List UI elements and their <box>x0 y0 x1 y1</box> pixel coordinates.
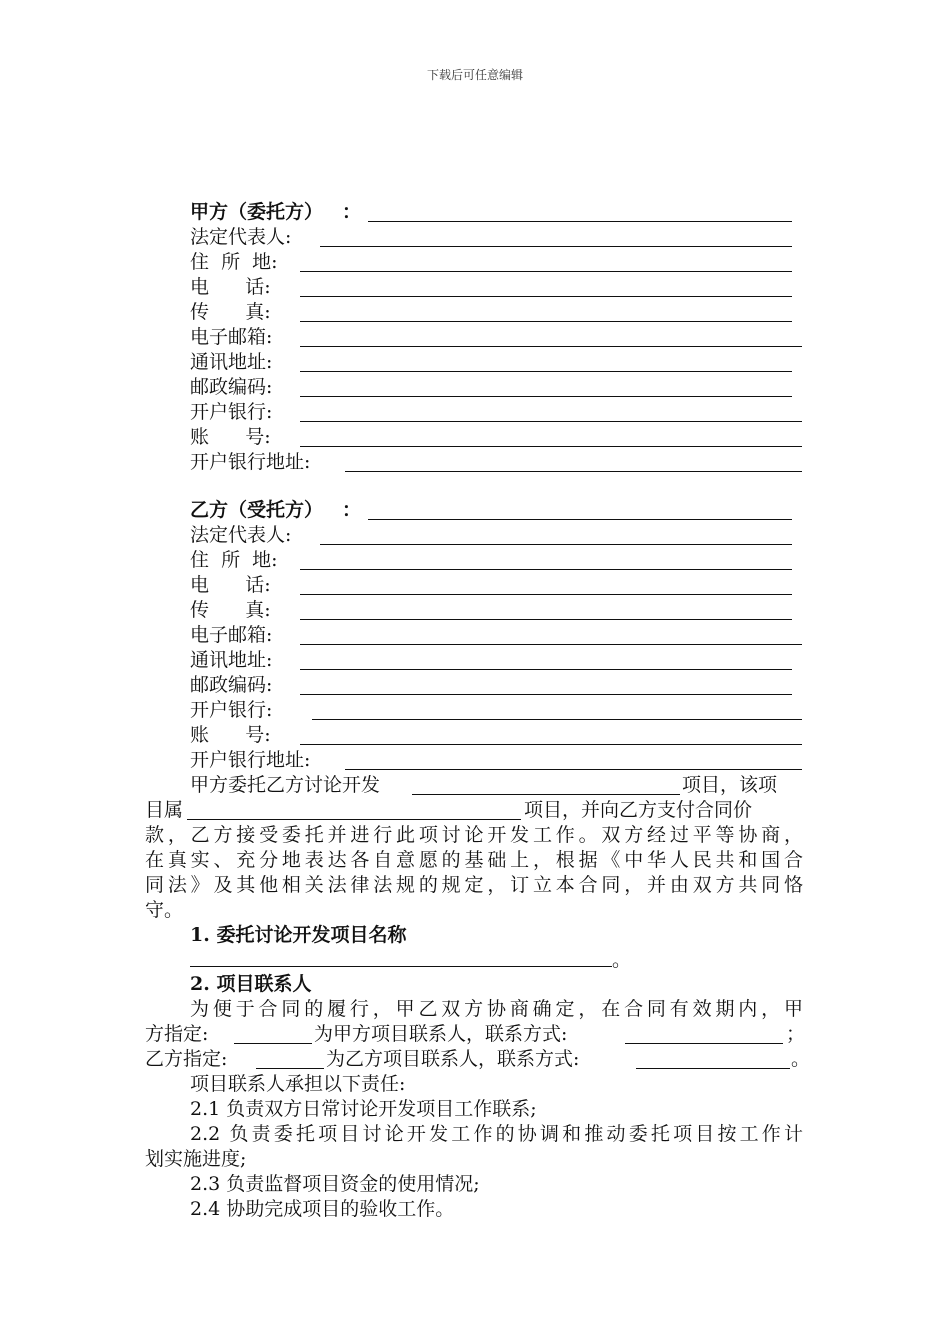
party-b-postcode-field[interactable] <box>300 673 792 695</box>
party-a-postcode-field[interactable] <box>300 375 792 397</box>
party-b-bank-address-label: 开户银行地址: <box>190 749 311 771</box>
preamble-line-1 <box>190 773 380 798</box>
section-2-line-2b: 为甲方项目联系人，联系方式: <box>314 1023 568 1045</box>
section-1-project-name-blank[interactable] <box>190 946 612 967</box>
party-a-account-field[interactable] <box>300 425 802 447</box>
party-b-postcode-label: 邮政编码: <box>190 674 273 696</box>
party-a-fax-field[interactable] <box>300 300 792 322</box>
section-1-title: 1. 委托讨论开发项目名称 <box>190 924 407 946</box>
party-a-address-label: 住 所 地: <box>190 251 278 273</box>
section-2-line-1: 为便于合同的履行，甲乙双方协商确定，在合同有效期内，甲 <box>190 998 803 1020</box>
section-2-line-3a: 乙方指定: <box>145 1048 228 1070</box>
party-a-email-field[interactable] <box>300 325 802 347</box>
party-b-contact-method-blank[interactable] <box>636 1048 790 1069</box>
section-2-item-4: 2.4 协助完成项目的验收工作。 <box>190 1198 455 1220</box>
party-b-mail-address-label: 通讯地址: <box>190 649 273 671</box>
party-a-email-label: 电子邮箱: <box>190 326 273 348</box>
party-b-name-field[interactable] <box>368 498 792 520</box>
party-a-phone-field[interactable] <box>300 275 792 297</box>
preamble-line-4: 在真实、充分地表达各自意愿的基础上，根据《中华人民共和国合 <box>145 849 803 871</box>
preamble-line-5: 同法》及其他相关法律法规的规定，订立本合同，并由双方共同恪 <box>145 874 803 896</box>
party-b-fax-label: 传 真: <box>190 599 271 621</box>
party-b-contact-name-blank[interactable] <box>256 1048 324 1069</box>
party-b-phone-field[interactable] <box>300 573 792 595</box>
party-b-email-label: 电子邮箱: <box>190 624 273 646</box>
section-2-line-2-end: ； <box>786 1023 806 1045</box>
section-2-item-1: 2.1 负责双方日常讨论开发项目工作联系; <box>190 1098 537 1120</box>
party-a-bank-field[interactable] <box>300 400 802 422</box>
party-b-rep-label: 法定代表人: <box>190 524 292 546</box>
section-2-item-2-cont: 划实施进度; <box>145 1148 247 1170</box>
party-a-bank-address-label: 开户银行地址: <box>190 451 311 473</box>
party-b-phone-label: 电 话: <box>190 574 271 596</box>
party-b-colon: ： <box>342 499 362 521</box>
party-a-bank-address-field[interactable] <box>345 450 802 472</box>
party-b-fax-field[interactable] <box>300 598 792 620</box>
section-2-line-3b: 为乙方项目联系人，联系方式: <box>326 1048 580 1070</box>
party-b-bank-label: 开户银行: <box>190 699 273 721</box>
section-1-end-mark: 。 <box>612 949 632 971</box>
party-b-account-label: 账 号: <box>190 724 271 746</box>
party-b-bank-address-field[interactable] <box>345 748 802 770</box>
party-a-title: 甲方（委托方） <box>190 201 324 223</box>
party-b-bank-field[interactable] <box>312 698 802 720</box>
project-category-blank[interactable] <box>187 799 521 820</box>
party-b-account-field[interactable] <box>300 723 802 745</box>
section-2-item-3: 2.3 负责监督项目资金的使用情况; <box>190 1173 480 1195</box>
party-b-rep-field[interactable] <box>320 523 792 545</box>
preamble-line-6: 守。 <box>145 899 184 921</box>
party-a-address-field[interactable] <box>300 250 792 272</box>
party-a-account-label: 账 号: <box>190 426 271 448</box>
section-2-title: 2. 项目联系人 <box>190 973 312 995</box>
party-a-contact-method-blank[interactable] <box>625 1023 783 1044</box>
party-a-name-field[interactable] <box>368 200 792 222</box>
preamble-text-2a: 目属 <box>145 799 184 821</box>
party-a-rep-label: 法定代表人: <box>190 226 292 248</box>
section-2-line-2a: 方指定: <box>145 1023 209 1045</box>
section-2-duties-intro: 项目联系人承担以下责任: <box>190 1073 406 1095</box>
party-a-postcode-label: 邮政编码: <box>190 376 273 398</box>
party-a-colon: ： <box>342 201 362 223</box>
section-2-item-2: 2.2 负责委托项目讨论开发工作的协调和推动委托项目按工作计 <box>190 1123 803 1145</box>
party-b-address-label: 住 所 地: <box>190 549 278 571</box>
watermark: 下载后可任意编辑 <box>426 68 523 82</box>
preamble-text-2b: 项目，并向乙方支付合同价 <box>524 799 753 821</box>
party-b-title: 乙方（受托方） <box>190 499 324 521</box>
party-b-address-field[interactable] <box>300 548 792 570</box>
party-a-mail-address-label: 通讯地址: <box>190 351 273 373</box>
preamble-text-1a: 甲方委托乙方讨论开发 <box>190 774 381 796</box>
preamble-text-1b: 项目，该项 <box>682 774 778 796</box>
party-a-rep-field[interactable] <box>320 225 792 247</box>
party-a-contact-name-blank[interactable] <box>234 1023 312 1044</box>
party-a-mail-address-field[interactable] <box>300 350 792 372</box>
party-a-fax-label: 传 真: <box>190 301 271 323</box>
party-a-bank-label: 开户银行: <box>190 401 273 423</box>
party-a-phone-label: 电 话: <box>190 276 271 298</box>
party-b-email-field[interactable] <box>300 623 802 645</box>
preamble-line-3: 款，乙方接受委托并进行此项讨论开发工作。双方经过平等协商， <box>145 824 803 846</box>
project-name-blank[interactable] <box>412 774 680 795</box>
section-2-line-3-end: 。 <box>791 1048 811 1070</box>
party-b-mail-address-field[interactable] <box>300 648 792 670</box>
